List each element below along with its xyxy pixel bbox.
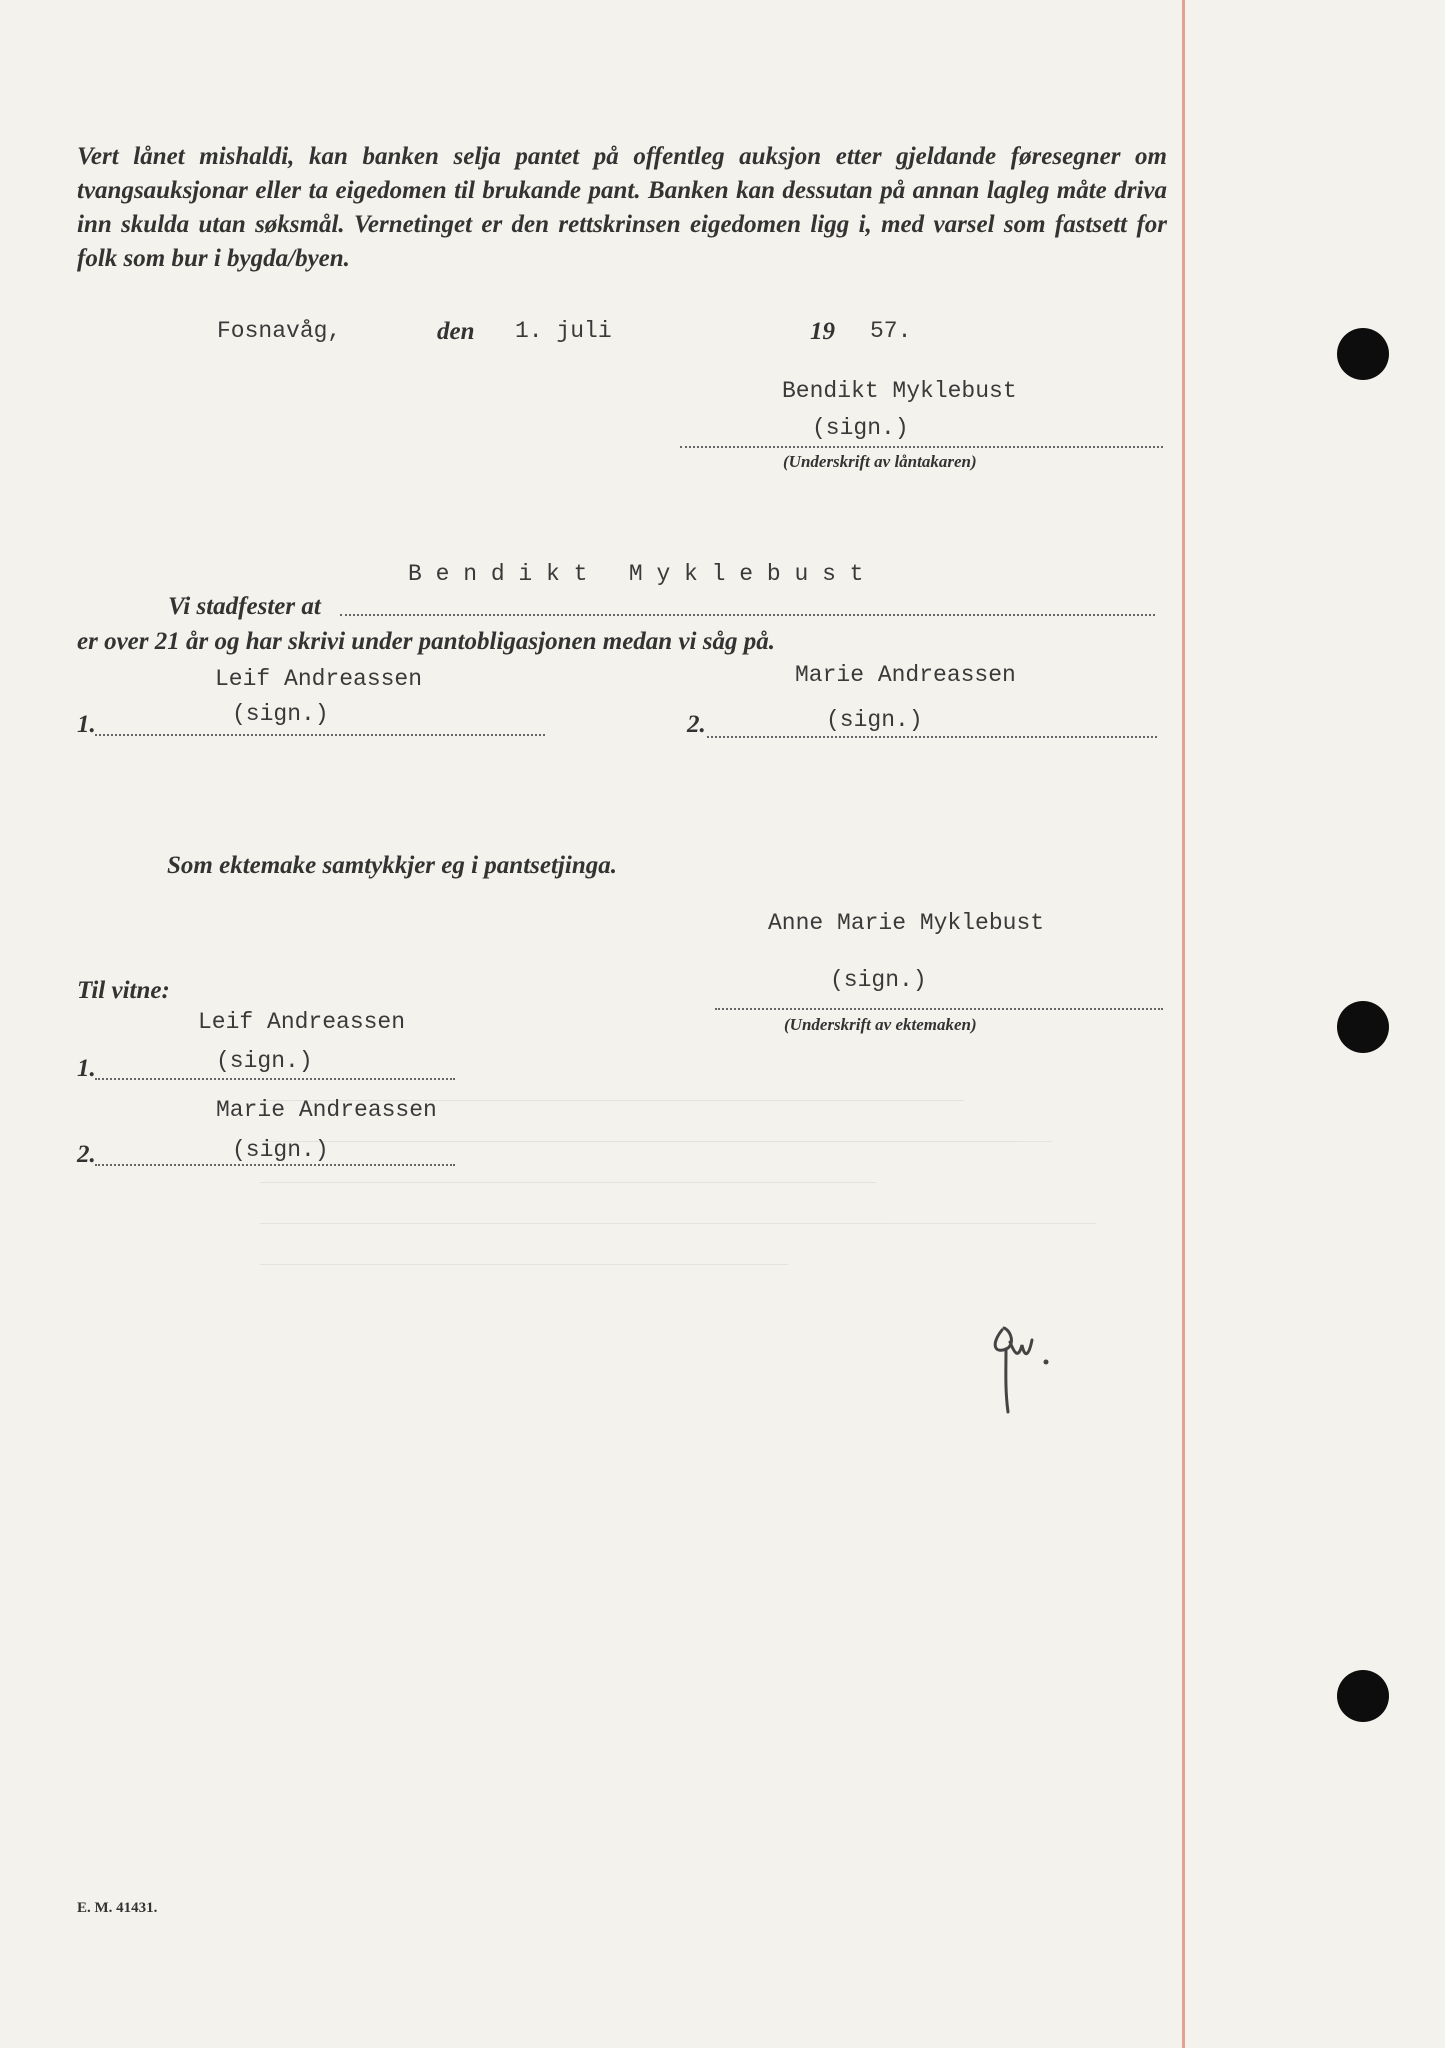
punch-hole xyxy=(1337,328,1389,380)
vitne-1-name: Leif Andreassen xyxy=(198,1009,406,1035)
spouse-name: Anne Marie Myklebust xyxy=(768,910,1045,936)
witness-2-sign: (sign.) xyxy=(826,707,923,733)
witness-2-line xyxy=(707,736,1157,738)
vitne-2-sign: (sign.) xyxy=(232,1137,329,1163)
confirmation-label: Vi stadfester at xyxy=(168,593,321,620)
witness-1-sign: (sign.) xyxy=(232,701,329,727)
vitne-1-sign: (sign.) xyxy=(216,1048,313,1074)
terms-paragraph: Vert lånet mishaldi, kan banken selja pantet på offentleg auksjon etter gjeldande føresegner om tvangsauksjonar eller ta eigedomen til brukande pant. Banken kan dessutan på annan lagleg måte driva inn skulda utan søksmål. Vernetinget er den rettskrinsen eigedomen ligg i, med varsel som fastsett for folk som bur i bygda/byen. xyxy=(77,143,1167,272)
til-vitne-label: Til vitne: xyxy=(77,977,170,1004)
year-suffix: 57. xyxy=(870,318,912,344)
witness-1-number: 1. xyxy=(77,711,96,738)
date-value: 1. juli xyxy=(515,318,612,344)
confirmation-line xyxy=(340,614,1155,616)
punch-hole xyxy=(1337,1670,1389,1722)
vitne-2-number: 2. xyxy=(77,1141,96,1168)
borrower-signature-line xyxy=(680,446,1163,448)
den-label: den xyxy=(437,318,475,345)
spouse-signature-line xyxy=(715,1008,1163,1010)
vitne-1-number: 1. xyxy=(77,1055,96,1082)
borrower-caption: (Underskrift av låntakaren) xyxy=(783,452,977,471)
spouse-sign: (sign.) xyxy=(830,967,927,993)
handwritten-initials xyxy=(980,1300,1060,1420)
witness-1-name: Leif Andreassen xyxy=(215,666,423,692)
vitne-1-line xyxy=(95,1078,455,1080)
confirmation-text: er over 21 år og har skrivi under pantobligasjonen medan vi såg på. xyxy=(77,628,775,655)
witness-1-line xyxy=(95,734,545,736)
bleed-through-texture xyxy=(260,1080,1140,1930)
vitne-2-line xyxy=(95,1164,455,1166)
place-name: Fosnavåg, xyxy=(217,318,342,344)
form-code: E. M. 41431. xyxy=(77,1900,158,1916)
witness-2-name: Marie Andreassen xyxy=(795,662,1016,688)
vitne-2-name: Marie Andreassen xyxy=(216,1097,437,1123)
confirmed-name: B e n d i k t M y k l e b u s t xyxy=(408,561,864,587)
punch-hole xyxy=(1337,1001,1389,1053)
spouse-caption: (Underskrift av ektemaken) xyxy=(784,1015,977,1034)
spouse-consent: Som ektemake samtykkjer eg i pantsetjinga. xyxy=(167,852,617,879)
margin-rule xyxy=(1182,0,1185,2048)
borrower-sign: (sign.) xyxy=(812,415,909,441)
year-prefix: 19 xyxy=(810,318,835,345)
borrower-name: Bendikt Myklebust xyxy=(782,378,1017,404)
witness-2-number: 2. xyxy=(687,711,706,738)
